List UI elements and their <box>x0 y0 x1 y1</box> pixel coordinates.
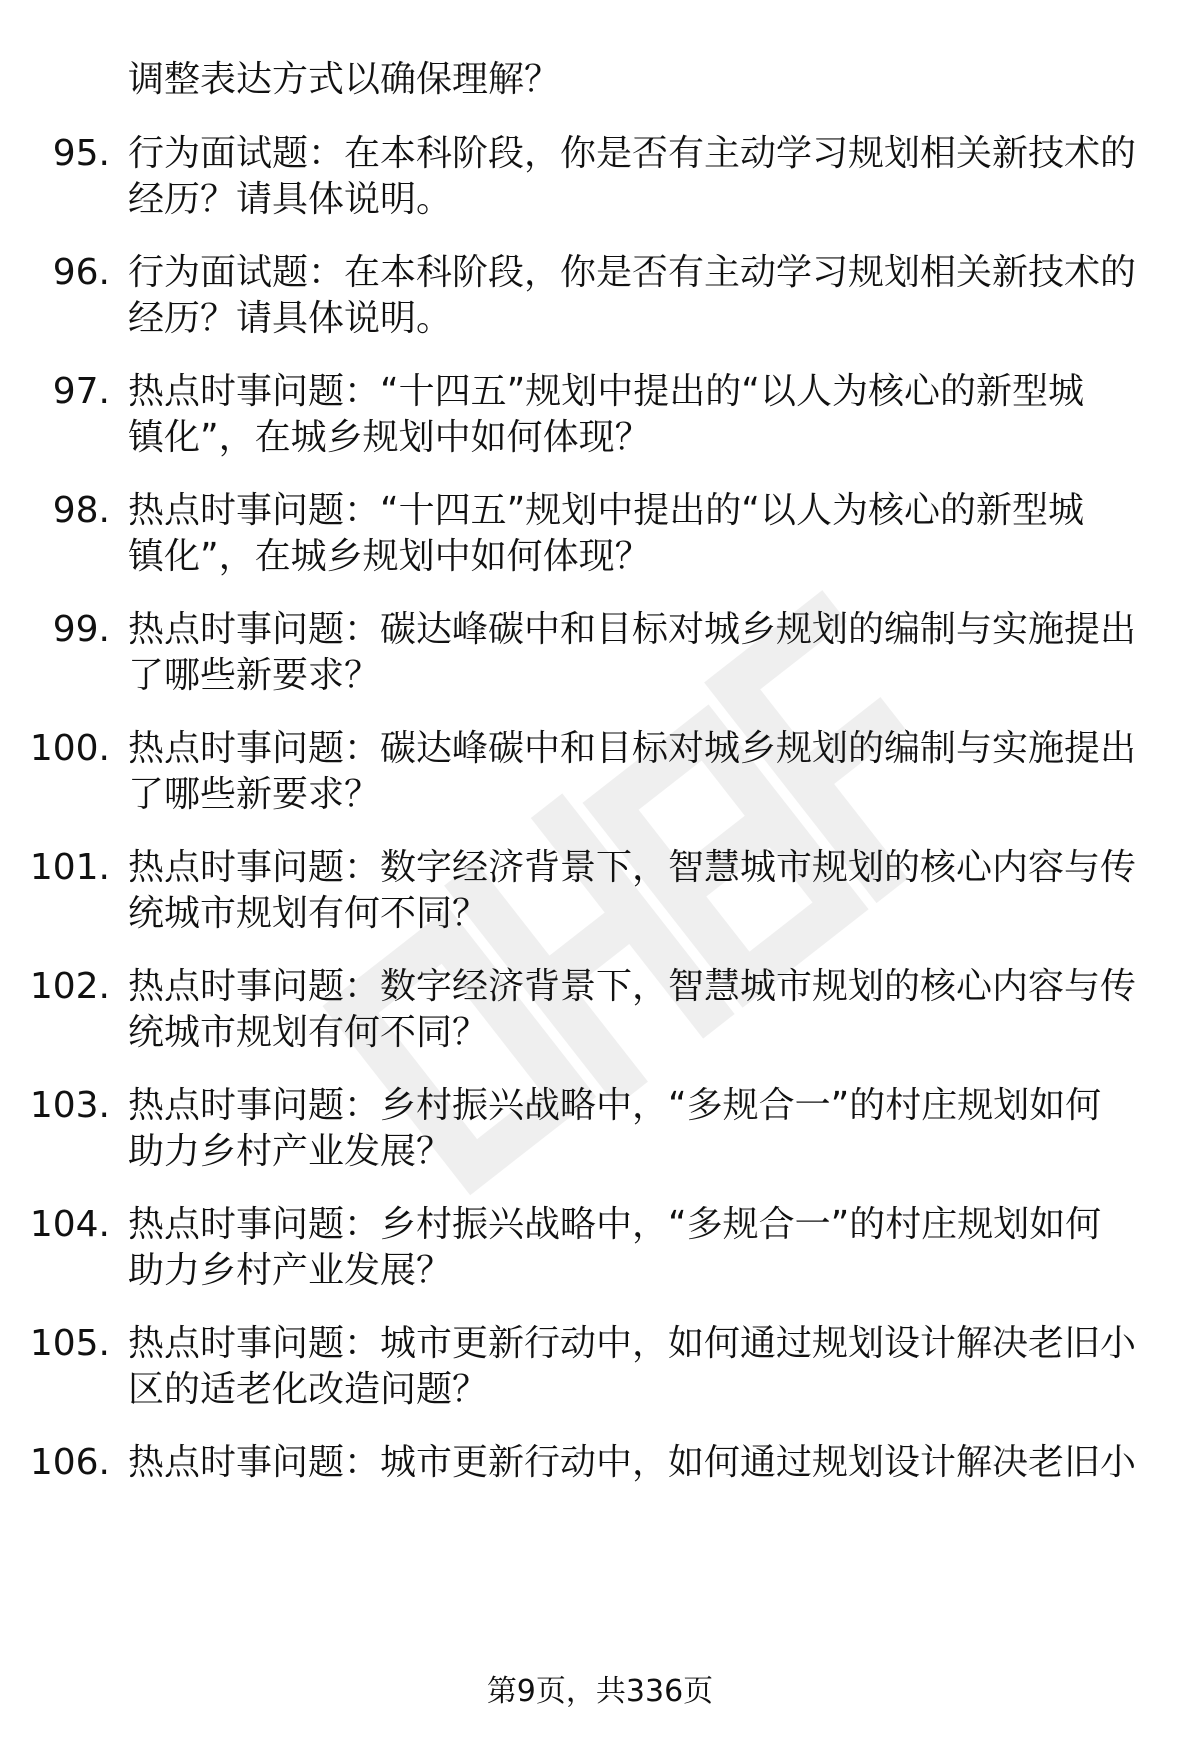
item-text-line: 热点时事问题：数字经济背景下，智慧城市规划的核心内容与传 <box>128 966 1137 1007</box>
item-text-line: 助力乡村产业发展？ <box>128 1250 453 1291</box>
item-number: 97. <box>52 371 110 412</box>
item-number: 106. <box>29 1442 110 1483</box>
item-text-line: 热点时事问题：城市更新行动中，如何通过规划设计解决老旧小 <box>128 1442 1137 1483</box>
item-text-line: 了哪些新要求？ <box>128 774 381 815</box>
item-text-line: 行为面试题：在本科阶段，你是否有主动学习规划相关新技术的 <box>128 133 1137 174</box>
item-number: 101. <box>29 847 110 888</box>
item-text-line: 镇化”，在城乡规划中如何体现？ <box>128 536 651 577</box>
item-text-line: 经历？请具体说明。 <box>128 179 453 220</box>
item-text-line: 热点时事问题：“十四五”规划中提出的“以人为核心的新型城 <box>128 371 1084 412</box>
item-text-line: 热点时事问题：碳达峰碳中和目标对城乡规划的编制与实施提出 <box>128 609 1137 650</box>
item-text-line: 区的适老化改造问题？ <box>128 1369 489 1410</box>
continuation-text: 调整表达方式以确保理解？ <box>128 59 561 100</box>
item-text-line: 行为面试题：在本科阶段，你是否有主动学习规划相关新技术的 <box>128 252 1137 293</box>
item-number: 105. <box>29 1323 110 1364</box>
item-number: 95. <box>52 133 110 174</box>
item-number: 100. <box>29 728 110 769</box>
item-number: 98. <box>52 490 110 531</box>
item-number: 104. <box>29 1204 110 1245</box>
item-text-line: 热点时事问题：碳达峰碳中和目标对城乡规划的编制与实施提出 <box>128 728 1137 769</box>
item-text-line: 热点时事问题：“十四五”规划中提出的“以人为核心的新型城 <box>128 490 1084 531</box>
item-text-line: 了哪些新要求？ <box>128 655 381 696</box>
item-text-line: 热点时事问题：城市更新行动中，如何通过规划设计解决老旧小 <box>128 1323 1137 1364</box>
item-text-line: 镇化”，在城乡规划中如何体现？ <box>128 417 651 458</box>
item-text-line: 统城市规划有何不同？ <box>128 893 489 934</box>
item-text-line: 热点时事问题：乡村振兴战略中，“多规合一”的村庄规划如何 <box>128 1085 1102 1126</box>
item-number: 102. <box>29 966 110 1007</box>
item-text-line: 统城市规划有何不同？ <box>128 1012 489 1053</box>
page-footer: 第9页，共336页 <box>486 1674 714 1709</box>
item-text-line: 热点时事问题：乡村振兴战略中，“多规合一”的村庄规划如何 <box>128 1204 1102 1245</box>
item-text-line: 助力乡村产业发展？ <box>128 1131 453 1172</box>
item-number: 99. <box>52 609 110 650</box>
item-number: 103. <box>29 1085 110 1126</box>
item-text-line: 热点时事问题：数字经济背景下，智慧城市规划的核心内容与传 <box>128 847 1137 888</box>
item-number: 96. <box>52 252 110 293</box>
item-text-line: 经历？请具体说明。 <box>128 298 453 339</box>
